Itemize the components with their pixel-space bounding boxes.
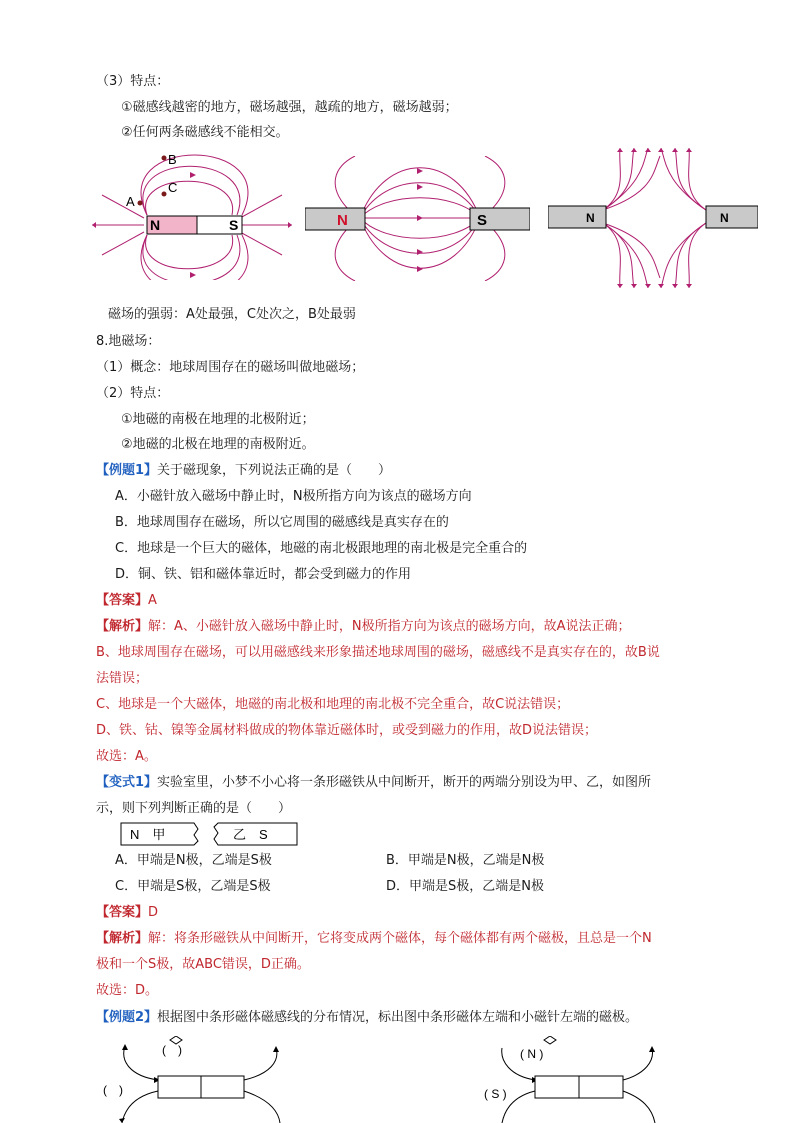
example2-question: 根据图中条形磁体磁感线的分布情况，标出图中条形磁体左端和小磁针左端的磁极。 — [157, 1010, 639, 1025]
example1-answer-value: A — [148, 593, 157, 608]
example1-tag: 【例题1】 — [96, 463, 158, 478]
fig1-label-b: B — [168, 152, 177, 167]
geo-concept: （1）概念：地球周围存在的磁场叫做地磁场； — [96, 360, 365, 375]
like-poles-figure — [548, 148, 758, 288]
example1-conclusion: 故选：A。 — [96, 749, 157, 764]
example1-answer-tag: 【答案】 — [96, 593, 149, 608]
example1-analysis-line4: C、地球是一个大磁体，地磁的南北极和地理的南北极不完全重合，故C说法错误； — [96, 697, 570, 712]
example1-question: 关于磁现象，下列说法正确的是（ ） — [157, 463, 392, 478]
section3-heading: （3）特点： — [96, 74, 170, 89]
variant1-option-a: A．甲端是N极，乙端是S极 — [115, 853, 272, 868]
fig1-label-c: C — [168, 180, 178, 195]
section3-point2: ②任何两条磁感线不能相交。 — [121, 125, 289, 140]
fig2-pole-n: N — [337, 212, 348, 229]
example1-question-line — [96, 462, 391, 480]
example2-right-figure — [480, 1036, 665, 1123]
fig3-pole-left: N — [586, 211, 595, 225]
variant1-question-line2: 示，则下列判断正确的是（ ） — [96, 801, 292, 816]
variant1-analysis-tag: 【解析】 — [96, 931, 149, 946]
variant1-question-line1 — [96, 774, 651, 792]
variant1-answer — [96, 904, 158, 922]
bar-magnet-field-figure — [92, 150, 292, 280]
example2-right-bracket-top: ( N ) — [520, 1047, 544, 1061]
geo-heading: 8.地磁场： — [96, 334, 161, 349]
example1-answer — [96, 592, 157, 610]
example1-analysis-tag: 【解析】 — [96, 619, 149, 634]
variant1-magnet-left: N 甲 — [130, 827, 166, 842]
example1-analysis-line2: B、地球周围存在磁场，可以用磁感线来形象描述地球周围的磁场，磁感线不是真实存在的，故B说 — [96, 645, 660, 660]
section3-point1: ①磁感线越密的地方，磁场越强，越疏的地方，磁场越弱； — [121, 100, 458, 115]
example2-left-bracket-left: ( ) — [103, 1083, 123, 1097]
example2-right-bracket-left: ( S ) — [484, 1087, 507, 1101]
variant1-analysis-line2: 极和一个S极，故ABC错误，D正确。 — [96, 957, 310, 972]
opposite-poles-figure — [305, 156, 530, 281]
example1-option-c: C．地球是一个巨大的磁体，地磁的南北极跟地理的南北极是完全重合的 — [115, 541, 528, 556]
example2-question-line — [96, 1009, 638, 1027]
variant1-answer-tag: 【答案】 — [96, 905, 149, 920]
broken-magnet-figure — [118, 820, 300, 848]
example1-analysis-line5: D、铁、钴、镍等金属材料做成的物体靠近磁体时，或受到磁力的作用，故D说法错误； — [96, 723, 598, 738]
variant1-option-c: C．甲端是S极，乙端是S极 — [115, 879, 271, 894]
example1-analysis-line1 — [96, 618, 631, 636]
example1-option-b: B．地球周围存在磁场，所以它周围的磁感线是真实存在的 — [115, 515, 449, 530]
example2-tag: 【例题2】 — [96, 1010, 158, 1025]
variant1-answer-value: D — [148, 905, 159, 920]
example1-option-d: D．铜、铁、铝和磁体靠近时，都会受到磁力的作用 — [115, 567, 412, 582]
example1-analysis-text1: 解：A、小磁针放入磁场中静止时，N极所指方向为该点的磁场方向，故A说法正确； — [148, 619, 631, 634]
variant1-analysis-text1: 解：将条形磁铁从中间断开，它将变成两个磁体，每个磁体都有两个磁极，且总是一个N — [148, 931, 652, 946]
geo-features-heading: （2）特点： — [96, 386, 170, 401]
geo-feature1: ①地磁的南极在地理的北极附近； — [121, 412, 315, 427]
geo-feature2: ②地磁的北极在地理的南极附近。 — [121, 437, 315, 452]
variant1-question-text1: 实验室里，小梦不小心将一条形磁铁从中间断开，断开的两端分别设为甲、乙，如图所 — [157, 775, 652, 790]
variant1-option-b: B．甲端是N极，乙端是N极 — [386, 853, 545, 868]
fig3-pole-right: N — [720, 211, 729, 225]
fig1-label-a: A — [126, 194, 135, 209]
example1-analysis-line3: 法错误； — [96, 671, 149, 686]
strength-note: 磁场的强弱：A处最强，C处次之，B处最弱 — [108, 307, 356, 322]
fig2-pole-s: S — [477, 212, 488, 229]
example2-left-figure — [100, 1036, 300, 1123]
fig1-pole-s: S — [229, 217, 239, 233]
example2-left-bracket-top: ( ) — [162, 1043, 182, 1057]
variant1-magnet-right: 乙 S — [233, 827, 268, 842]
variant1-conclusion: 故选：D。 — [96, 983, 159, 998]
example1-option-a: A．小磁针放入磁场中静止时，N极所指方向为该点的磁场方向 — [115, 489, 472, 504]
variant1-tag: 【变式1】 — [96, 775, 158, 790]
variant1-option-d: D．甲端是S极，乙端是N极 — [386, 879, 544, 894]
fig1-pole-n: N — [150, 217, 161, 233]
variant1-analysis-line1 — [96, 930, 652, 948]
